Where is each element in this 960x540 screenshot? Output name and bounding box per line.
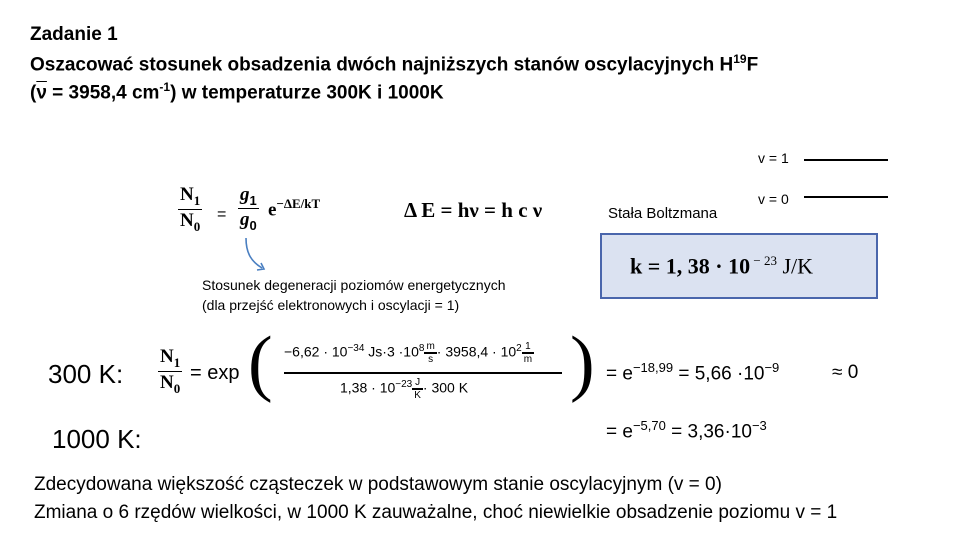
exp-base: e (268, 199, 277, 221)
result-1000k-exp-base: = e (606, 421, 633, 443)
wavenumber-value: = 3958,4 cm (46, 82, 160, 104)
level-v0-label: v = 0 (758, 191, 789, 207)
level-v1-label: v = 1 (758, 150, 789, 166)
calc-300k-result (606, 360, 779, 385)
degeneracy-note-line1: Stosunek degeneracji poziomów energetycznych (202, 277, 506, 293)
boltzmann-label: Stała Boltzmana (608, 205, 718, 222)
result-300k-exp-base: = e (606, 363, 633, 385)
exponent-fraction-bar (284, 372, 562, 374)
k-exponent: − 23 (750, 253, 777, 268)
k-unit: J/K (776, 253, 814, 279)
level-v0-line (804, 196, 888, 198)
degeneracy-ratio (238, 184, 259, 233)
right-paren: ) (570, 322, 595, 404)
energy-difference-formula: Δ E = hν = h c ν (404, 198, 543, 222)
task-statement (30, 52, 758, 76)
arrow-icon (240, 236, 270, 276)
unit-m-per-s: $\frac{m}{s}$ (426, 341, 435, 365)
wavenumber-exponent: 2 (516, 342, 522, 354)
calc-300k-ratio: $\frac{N_1}{N_0}$ (160, 346, 181, 397)
boltzmann-factor: 1,38 · 10 (340, 379, 396, 396)
population-ratio (178, 184, 202, 235)
result-300k-exponent: −18,99 (632, 360, 674, 375)
calc-1000k-label: 1000 K: (52, 424, 142, 454)
exponent-denominator (340, 377, 468, 401)
result-1000k-value: = 3,36·10 (665, 421, 752, 443)
unit-j-per-k: $\frac{J}{K}$ (414, 377, 421, 401)
exponent-numerator (284, 341, 534, 365)
n1-symbol: N (180, 184, 194, 205)
exponential-term (268, 196, 320, 221)
temperature-text: ) w temperaturze 300K i 1000K (170, 82, 444, 104)
planck-constant: −6,62 · 10 (284, 343, 348, 360)
n1-subscript: 1 (193, 192, 201, 208)
result-300k-value: = 5,66 ·10 (673, 363, 765, 385)
n0-symbol: N (180, 210, 194, 232)
degeneracy-note-line2: (dla przejść elektronowych i oscylacji = 1) (202, 297, 460, 313)
isotope-superscript: 19 (733, 52, 747, 66)
unit-per-m: $\frac{1}{m}$ (523, 341, 533, 365)
level-v1-line (804, 159, 888, 161)
g1-subscript: 1 (249, 192, 257, 208)
conclusion-line1: Zdecydowana większość cząsteczek w podstawowym stanie oscylacyjnym (v = 0) (34, 474, 722, 495)
boltzmann-constant-value (630, 253, 813, 279)
boltzmann-exponent: −23 (395, 378, 413, 390)
task-statement-end: F (746, 54, 759, 76)
task-title: Zadanie 1 (30, 24, 118, 45)
calc-1000k-result (606, 418, 767, 443)
g1-symbol: g (240, 184, 250, 205)
planck-exponent: −34 (347, 342, 365, 354)
g0-subscript: 0 (249, 218, 257, 234)
boltzmann-formula (178, 184, 202, 235)
calc-300k-label: 300 K: (48, 359, 124, 389)
temperature-factor: · 300 K (422, 379, 469, 396)
param-open: ( (30, 82, 37, 104)
calc-300k-exp-label: = exp (190, 362, 240, 384)
g0-symbol: g (240, 209, 250, 231)
task-statement-text: Oszacować stosunek obsadzenia dwóch najniższych stanów oscylacyjnych H (30, 54, 734, 76)
approx-zero: ≈ 0 (832, 362, 859, 383)
exp-power: −ΔE/kT (276, 196, 321, 211)
result-1000k-power: −3 (751, 418, 767, 433)
left-paren: ( (248, 322, 273, 404)
result-300k-power: −9 (764, 360, 780, 375)
n0-subscript: 0 (193, 219, 201, 235)
light-exponent: 8 (418, 342, 425, 354)
speed-of-light: Js·3 ·10 (364, 343, 419, 360)
k-value: k = 1, 38 · 10 (630, 253, 751, 279)
conclusion-line2: Zmiana o 6 rzędów wielkości, w 1000 K zauważalne, choć niewielkie obsadzenie poziomu v = 1 (34, 502, 838, 523)
task-parameters (30, 80, 444, 104)
unit-superscript: -1 (159, 80, 171, 94)
wavenumber-symbol: $\overline{\nu}$ (36, 82, 47, 104)
wavenumber-factor: · 3958,4 · 10 (436, 343, 517, 360)
formula-equals: = (217, 206, 227, 223)
result-1000k-exponent: −5,70 (632, 418, 666, 433)
